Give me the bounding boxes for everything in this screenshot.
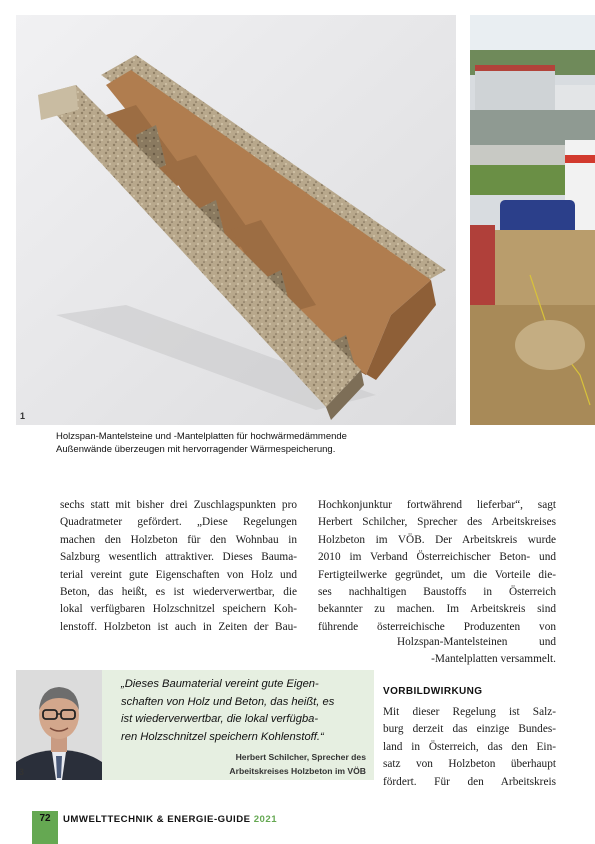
side-photo [470,15,595,425]
body-line: bekannter zu machen. Im Arbeitskreis sind [318,603,556,616]
body-line: Herbert Schilcher, Sprecher des Arbeitskreises [318,516,556,529]
body-line: burg derzeit das einzige Bundes- [383,723,556,736]
quote-line: schaften von Holz und Beton, das heißt, es [121,695,335,708]
body-line: -Mantelplatten versammelt. [431,653,556,666]
body-line: führende österreichische Produzenten von [318,620,556,633]
body-line: lenstoff. Holzbeton ist auch in Zeiten der Bau- [60,620,297,633]
portrait-image [16,670,102,780]
caption-line: Holzspan-Mantelsteine und -Mantelplatten für hochwärmedämmende [56,431,347,442]
body-line: Hochkonjunktur fortwährend lieferbar“, sagt [318,499,556,511]
quote-attribution [160,751,366,778]
body-column-right-narrow [397,634,556,669]
quote-line: „Dieses Baumaterial vereint gute Eigen- [121,678,319,690]
body-line: ses nachhaltigen Baustoffs in Österreich [318,585,556,598]
body-line: land in Österreich, das den Ein- [383,740,556,753]
body-column-right [318,497,556,636]
body-line: 2010 im Verband Österreichischer Beton- und [318,551,556,564]
quote-line: ist wiederverwertbar, die lokal verfügba- [121,713,319,726]
main-photo [16,15,456,425]
attribution-line: Arbeitskreises Holzbeton im VÖB [229,765,366,776]
attribution-line: Herbert Schilcher, Sprecher des [235,752,366,762]
body-line: Mit dieser Regelung ist Salz- [383,706,556,718]
publication-title [63,814,277,825]
body-line: Fertigteilwerke gegründet, um die Vorteile die- [318,568,556,581]
publication-year: 2021 [253,814,278,825]
caption-line: Außenwände überzeugen mit hervorragender Wärmespeicherung. [56,443,336,455]
body-line: sechs statt mit bisher drei Zuschlagspunkten pro [60,499,297,511]
publication-name: UMWELTTECHNIK & ENERGIE-GUIDE [63,814,251,825]
pull-quote-text [121,676,371,746]
body-line: terial vereint gute Eigenschaften von Holz und [60,568,297,581]
speaker-portrait [16,670,102,780]
page-number: 72 [39,813,51,824]
portrait-number: 3 [19,767,25,777]
body-line: Quadratmeter gefördert. „Diese Regelungen [60,516,297,529]
body-line: Salzburg wesentlich attraktiver. Dieses Bauma- [60,551,297,564]
body-column-left [60,497,297,636]
section-subhead: VORBILDWIRKUNG [383,686,483,697]
body-line: Holzbeton im VÖB. Der Arbeitskreis wurde [318,533,556,546]
body-line: machen den Holzbeton für den Wohnbau in [60,533,297,546]
figure-caption [56,431,476,456]
body-line: satz von Holzbeton überhaupt [383,758,556,771]
formwork-block-image [16,15,456,425]
body-line: fördert. Für den Arbeitskreis [383,775,556,788]
body-line: lokal verfügbaren Holzschnitzel speichern Koh- [60,603,297,616]
body-line: Beton, das heißt, es ist wiederverwertbar, die [60,585,297,598]
construction-site-image [470,15,595,425]
body-column-right-after [383,704,556,791]
quote-line: ren Holzschnitzel speichern Kohlenstoff.“ [121,730,324,743]
figure-number: 1 [20,411,26,421]
body-line: Holzspan-Mantelsteinen und [397,636,556,648]
